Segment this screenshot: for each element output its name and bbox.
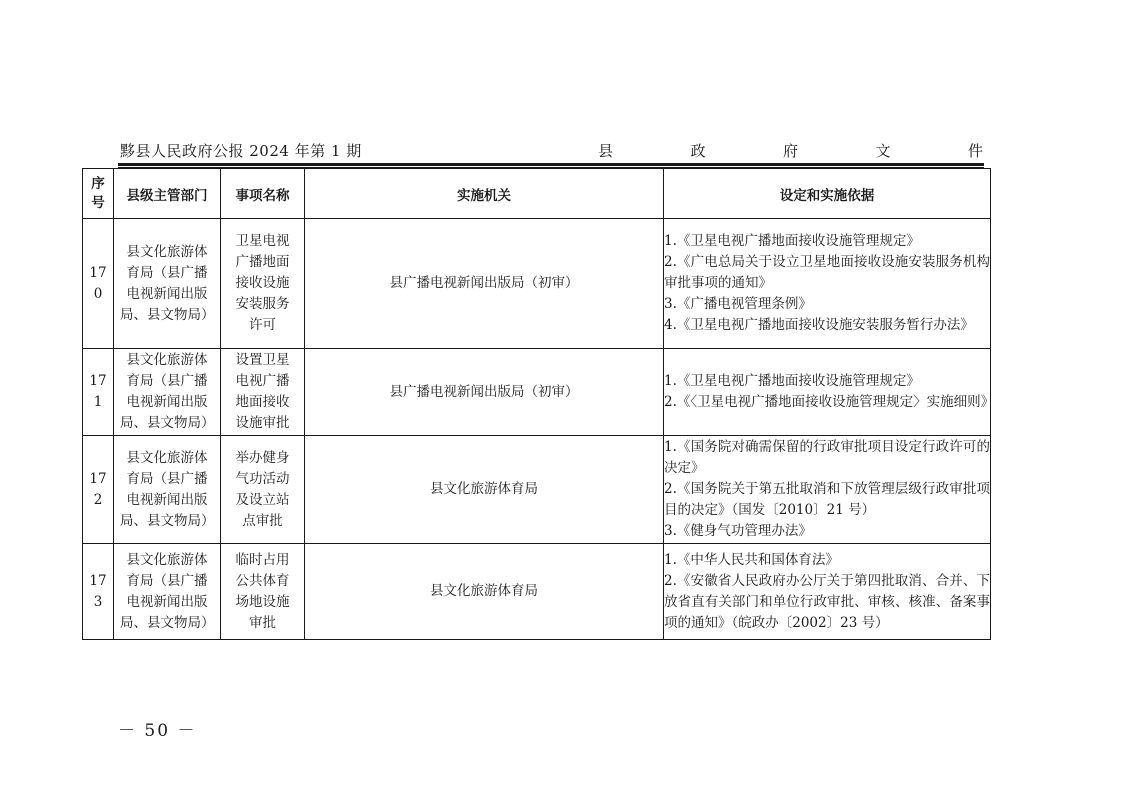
row-item-name: 设置卫星电视广播地面接收设施审批 [221, 349, 305, 436]
row-basis [664, 436, 991, 544]
category-char: 府 [782, 142, 798, 160]
row-agency: 县广播电视新闻出版局（初审） [305, 349, 664, 436]
row-item-name: 卫星电视广播地面接收设施安装服务许可 [221, 219, 305, 349]
basis-entry: 1.《卫星电视广播地面接收设施管理规定》 [664, 373, 920, 389]
table-row [83, 436, 991, 544]
column-header-dept: 县级主管部门 [114, 169, 221, 219]
column-header-agency: 实施机关 [305, 169, 664, 219]
basis-entry: 2.《国务院关于第五批取消和下放管理层级行政审批项目的决定》（国发〔2010〕21 号） [664, 481, 990, 518]
basis-entry: 1.《国务院对确需保留的行政审批项目设定行政许可的决定》 [664, 439, 990, 476]
category-char: 文 [875, 142, 891, 160]
column-header-name: 事项名称 [221, 169, 305, 219]
table-row [83, 544, 991, 640]
category-char: 县 [598, 142, 614, 160]
table-header-row [83, 169, 991, 219]
row-seq: 171 [83, 349, 114, 436]
row-seq: 173 [83, 544, 114, 640]
column-header-seq: 序号 [83, 169, 114, 219]
row-seq: 170 [83, 219, 114, 349]
page-number: － 50 － [118, 721, 197, 741]
row-agency: 县文化旅游体育局 [305, 436, 664, 544]
table-row [83, 219, 991, 349]
row-item-name: 临时占用公共体育场地设施审批 [221, 544, 305, 640]
approval-items-table [82, 168, 995, 640]
table-row [83, 349, 991, 436]
row-basis [664, 544, 991, 640]
row-dept: 县文化旅游体育局（县广播电视新闻出版局、县文物局） [114, 436, 221, 544]
row-agency: 县文化旅游体育局 [305, 544, 664, 640]
basis-entry: 3.《健身气功管理办法》 [664, 523, 812, 539]
row-item-name: 举办健身气功活动及设立站点审批 [221, 436, 305, 544]
row-dept: 县文化旅游体育局（县广播电视新闻出版局、县文物局） [114, 219, 221, 349]
basis-entry: 2.《安徽省人民政府办公厅关于第四批取消、合并、下放省直有关部门和单位行政审批、审核、核准、备案事项的通知》（皖政办〔2002〕23 号） [664, 572, 990, 631]
basis-entry: 4.《卫星电视广播地面接收设施安装服务暂行办法》 [664, 317, 974, 333]
document-category [598, 140, 983, 161]
row-agency: 县广播电视新闻出版局（初审） [305, 219, 664, 349]
basis-entry: 3.《广播电视管理条例》 [664, 296, 812, 312]
row-seq: 172 [83, 436, 114, 544]
basis-entry: 2.《〈卫星电视广播地面接收设施管理规定〉实施细则》 [664, 394, 995, 410]
row-dept: 县文化旅游体育局（县广播电视新闻出版局、县文物局） [114, 544, 221, 640]
header-rule-thick [118, 163, 984, 166]
bulletin-title: 黟县人民政府公报 2024 年第 1 期 [120, 142, 362, 160]
basis-entry: 1.《卫星电视广播地面接收设施管理规定》 [664, 233, 920, 249]
row-dept: 县文化旅游体育局（县广播电视新闻出版局、县文物局） [114, 349, 221, 436]
category-char: 政 [690, 142, 706, 160]
category-char: 件 [967, 142, 983, 160]
row-basis [664, 349, 995, 436]
column-header-basis: 设定和实施依据 [664, 169, 991, 219]
basis-entry: 2.《广电总局关于设立卫星地面接收设施安装服务机构审批事项的通知》 [664, 254, 990, 291]
basis-entry: 1.《中华人民共和国体育法》 [664, 551, 839, 568]
row-basis [664, 219, 991, 349]
